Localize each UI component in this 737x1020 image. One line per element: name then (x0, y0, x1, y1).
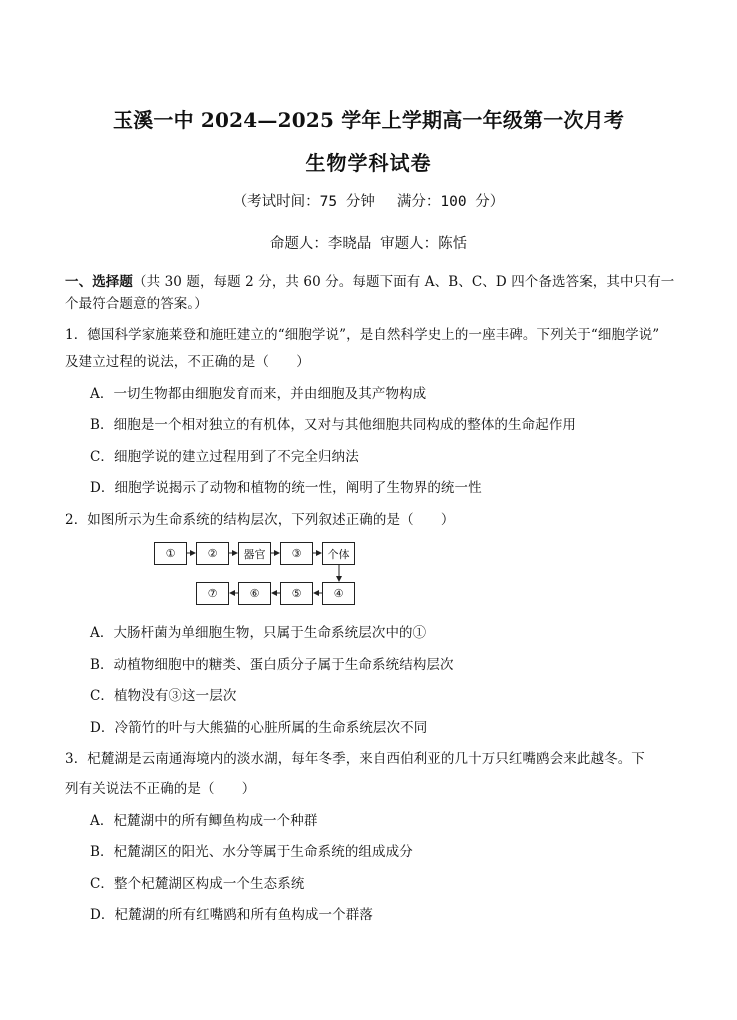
section-instructions (65, 270, 674, 290)
question-1-option-b: B．细胞是一个相对独立的有机体，又对与其他细胞共同构成的整体的生命起作用 (90, 417, 577, 433)
exam-title: 玉溪一中 2024—2025 学年上学期高一年级第一次月考 (112, 108, 625, 132)
diagram-box-6: ⑥ (238, 582, 271, 605)
exam-subject: 生物学科试卷 (305, 151, 432, 175)
diagram-box-1: ① (154, 542, 187, 565)
life-system-diagram (154, 541, 356, 607)
diagram-box-7: ⑦ (196, 582, 229, 605)
question-3-option-c: C．整个杞麓湖区构成一个生态系统 (90, 876, 305, 892)
question-3-option-d: D．杞麓湖的所有红嘴鸥和所有鱼构成一个群落 (90, 907, 373, 923)
section-instructions-line-1: （共 30 题，每题 2 分，共 60 分。每题下面有 A、B、C、D 四个备选答案，其中只有一 (133, 274, 675, 290)
diagram-box-5: ⑤ (280, 582, 313, 605)
diagram-box-2: ② (196, 542, 229, 565)
diagram-box-individual: 个体 (322, 542, 355, 565)
question-3-stem-line-2: 列有关说法不正确的是（ ） (65, 781, 256, 797)
question-3-option-a: A．杞麓湖中的所有鲫鱼构成一个种群 (90, 813, 318, 829)
diagram-box-3: ③ (280, 542, 313, 565)
question-2-option-c: C．植物没有③这一层次 (90, 688, 237, 704)
diagram-box-4: ④ (322, 582, 355, 605)
question-2-option-d: D．冷箭竹的叶与大熊猫的心脏所属的生命系统层次不同 (90, 720, 428, 736)
exam-time: （考试时间：75 分钟 (232, 194, 375, 210)
question-1-stem-line-1: 1．德国科学家施莱登和施旺建立的“细胞学说”，是自然科学史上的一座丰碑。下列关于“细胞学说” (65, 327, 660, 343)
exam-score: 满分：100 分） (396, 194, 505, 210)
question-2-option-a: A．大肠杆菌为单细胞生物，只属于生命系统层次中的① (90, 625, 427, 641)
question-3-option-b: B．杞麓湖区的阳光、水分等属于生命系统的组成成分 (90, 844, 413, 860)
question-3-stem-line-1: 3．杞麓湖是云南通海境内的淡水湖，每年冬季，来自西伯利亚的几十万只红嘴鸥会来此越冬。下 (65, 751, 645, 767)
question-2-stem: 2．如图所示为生命系统的结构层次，下列叙述正确的是（ ） (65, 512, 455, 528)
exam-info (0, 190, 737, 211)
question-1-option-a: A．一切生物都由细胞发育而来，并由细胞及其产物构成 (90, 386, 427, 402)
question-1-stem-line-2: 及建立过程的说法，不正确的是（ ） (65, 354, 310, 370)
section-instructions-line-2: 个最符合题意的答案。） (65, 296, 208, 312)
section-label: 一、选择题 (65, 274, 133, 290)
question-2-option-b: B．动植物细胞中的糖类、蛋白质分子属于生命系统结构层次 (90, 657, 454, 673)
question-1-option-c: C．细胞学说的建立过程用到了不完全归纳法 (90, 449, 359, 465)
exam-authors: 命题人：李晓晶 审题人：陈恬 (269, 236, 468, 252)
question-1-option-d: D．细胞学说揭示了动物和植物的统一性，阐明了生物界的统一性 (90, 480, 482, 496)
diagram-box-organ: 器官 (238, 542, 271, 565)
